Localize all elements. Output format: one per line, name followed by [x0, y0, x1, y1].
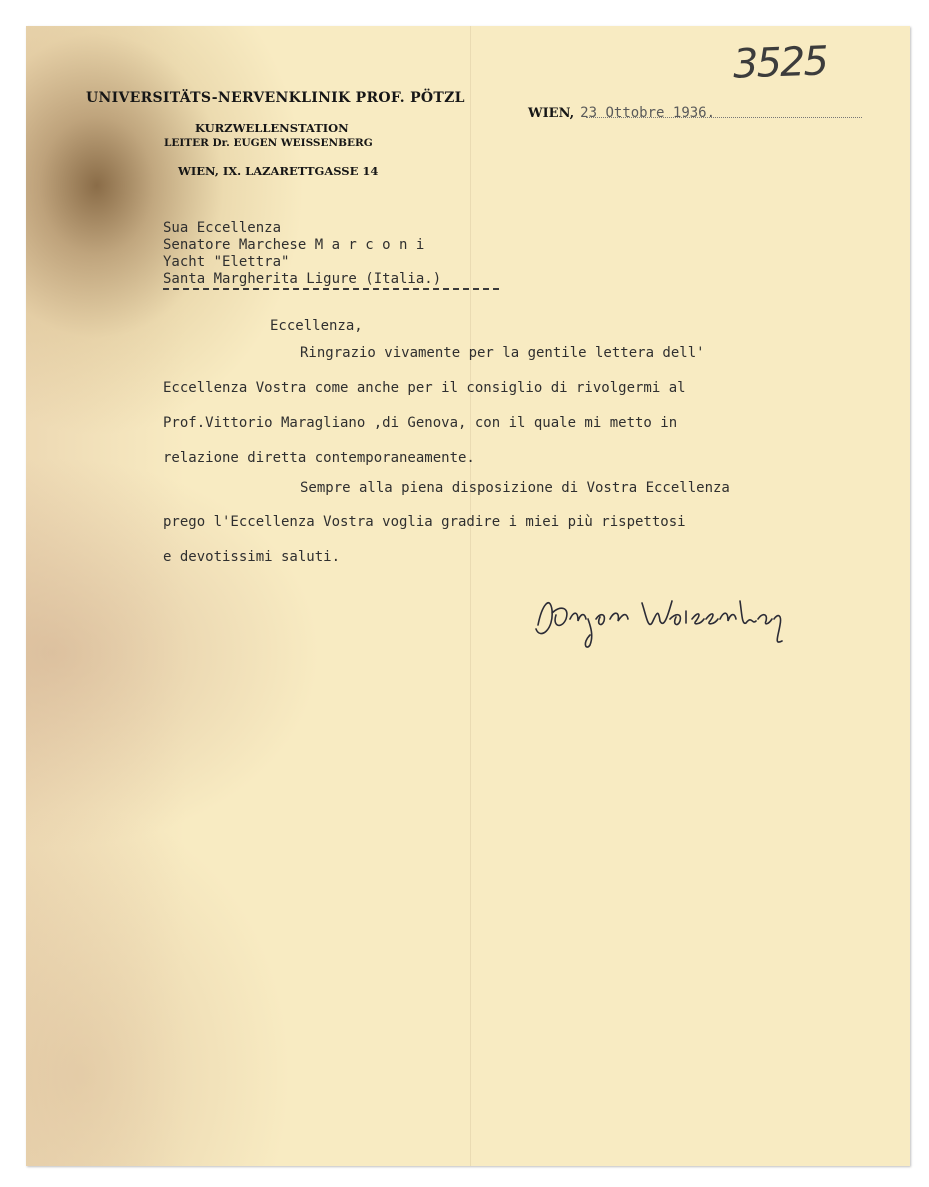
- date-value: 23 Ottobre 1936.: [580, 105, 716, 121]
- handwritten-signature: [530, 585, 800, 655]
- addressee-dashed-rule: [163, 288, 499, 290]
- body-line: prego l'Eccellenza Vostra voglia gradire i miei più rispettosi: [163, 514, 686, 530]
- addressee-block: [163, 220, 441, 288]
- date-line: [528, 102, 862, 120]
- body-line: Prof.Vittorio Maragliano ,di Genova, con il quale mi metto in: [163, 415, 678, 431]
- archive-number: 3525: [732, 38, 828, 88]
- letterhead-leiter: LEITER Dr. EUGEN WEISSENBERG: [164, 137, 373, 149]
- addressee-line: Santa Margherita Ligure (Italia.): [163, 271, 442, 287]
- letterhead-station: KURZWELLENSTATION: [195, 121, 349, 135]
- salutation: Eccellenza,: [270, 318, 363, 334]
- body-line: Ringrazio vivamente per la gentile lettera dell': [300, 345, 705, 361]
- body-line: Sempre alla piena disposizione di Vostra Eccellenza: [300, 480, 730, 496]
- paper-fold-line: [470, 26, 471, 1166]
- date-city: WIEN,: [528, 106, 575, 121]
- date-dotted-rule: [586, 117, 862, 118]
- letterhead-title: UNIVERSITÄTS-NERVENKLINIK PROF. PÖTZL: [86, 90, 465, 106]
- letterhead-address: WIEN, IX. LAZARETTGASSE 14: [178, 164, 379, 178]
- addressee-line: Sua Eccellenza: [163, 220, 282, 236]
- body-line: Eccellenza Vostra come anche per il consiglio di rivolgermi al: [163, 380, 686, 396]
- body-line: e devotissimi saluti.: [163, 549, 341, 565]
- body-line: relazione diretta contemporaneamente.: [163, 450, 475, 466]
- addressee-line: Senatore Marchese M a r c o n i: [163, 237, 425, 253]
- addressee-line: Yacht "Elettra": [163, 254, 290, 270]
